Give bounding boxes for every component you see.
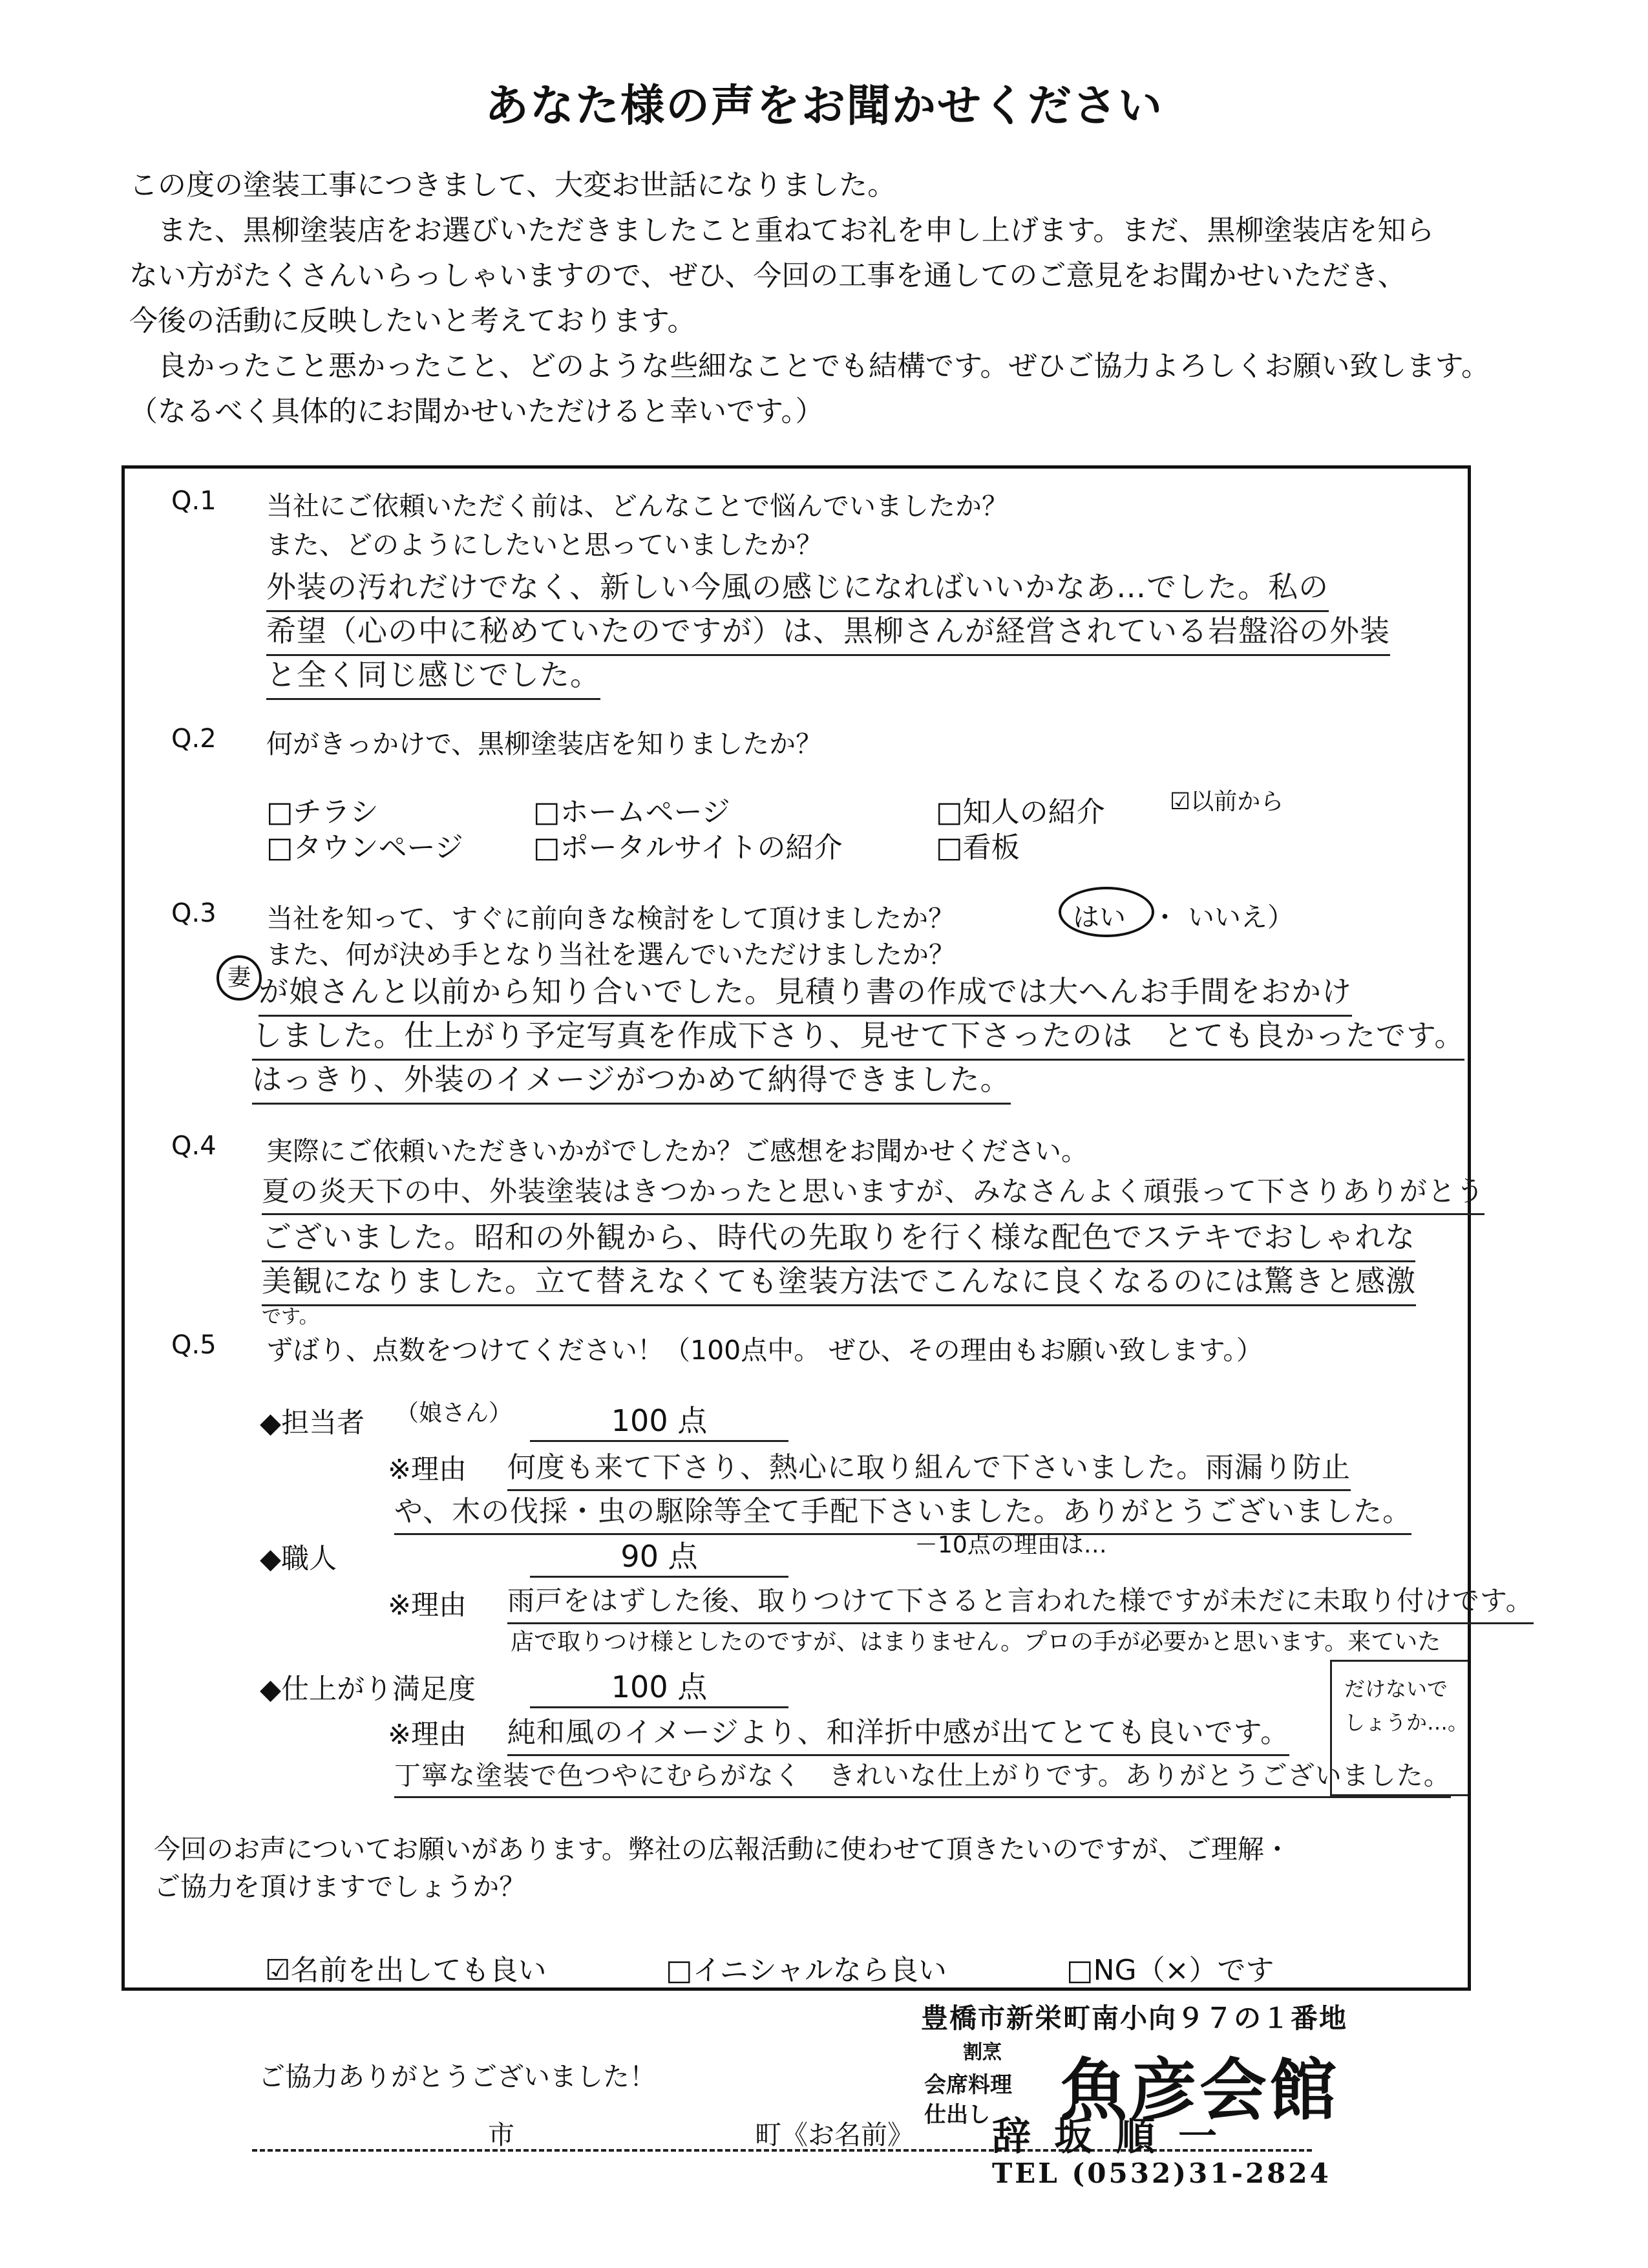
thanks-text: ご協力ありがとうございました！: [259, 2061, 656, 2092]
q2-option-referral[interactable]: □知人の紹介: [936, 796, 1105, 829]
consent-text-2: ご協力を頂けますでしょうか？: [154, 1871, 526, 1902]
reason-craftsman-line: 店で取りつけ様としたのですが、はまりません。プロの手が必要かと思います。来ていた: [511, 1629, 1441, 1655]
consent-text: 今回のお声についてお願いがあります。弊社の広報活動に使わせて頂きたいのですが、ご理解・: [154, 1834, 1291, 1865]
q1-question: 当社にご依頼いただく前は、どんなことで悩んでいましたか？: [266, 491, 1008, 522]
score-label-craftsman: ◆職人: [260, 1543, 337, 1575]
reason-staff-line: や、木の伐採・虫の駆除等全て手配下さいました。ありがとうございました。: [394, 1488, 1411, 1535]
q2-option-homepage[interactable]: □ホームページ: [533, 796, 730, 829]
intro-line: ない方がたくさんいらっしゃいますので、ぜひ、今回の工事を通してのご意見をお聞かせいただき、: [129, 259, 1406, 292]
intro-line: この度の塗装工事につきまして、大変お世話になりました。: [129, 169, 896, 202]
q2-question: 何がきっかけで、黒柳塗装店を知りましたか？: [266, 728, 823, 759]
intro-text: [129, 163, 1538, 434]
stamp-tel: TEL (0532)31-2824: [992, 2157, 1331, 2189]
q4-question: 実際にご依頼いただきいかがでしたか？ご感想をお聞かせください。: [266, 1136, 1088, 1167]
wife-mark: 妻: [217, 955, 262, 1001]
consent-option-initial[interactable]: □イニシャルなら良い: [666, 1954, 947, 1987]
side-note-line: しょうか…。: [1344, 1710, 1469, 1735]
q5-question: ずばり、点数をつけてください！（100点中。 ぜひ、その理由もお願い致します。）: [266, 1335, 1263, 1366]
reason-finish-line: 純和風のイメージより、和洋折中感が出てとても良いです。: [507, 1709, 1289, 1756]
stamp-address: 豊橋市新栄町南小向９７の１番地: [921, 2002, 1348, 2034]
intro-line: （なるべく具体的にお聞かせいただけると幸いです。）: [129, 395, 824, 428]
q1-number: Q.1: [171, 486, 217, 516]
q2-option-flyer[interactable]: □チラシ: [266, 796, 379, 829]
q3-question: 当社を知って、すぐに前向きな検討をして頂けましたか？: [266, 903, 955, 934]
q1-answer-line: と全く同じ感じでした。: [266, 652, 600, 700]
consent-option-name[interactable]: ☑名前を出しても良い: [265, 1954, 547, 1987]
score-note-craftsman: －10点の理由は…: [914, 1532, 1107, 1558]
consent-option-ng[interactable]: □NG（×）です: [1066, 1954, 1274, 1987]
q3-question-2: また、何が決め手となり当社を選んでいただけましたか？: [266, 939, 955, 970]
q3-no[interactable]: いいえ）: [1188, 902, 1294, 933]
intro-line: また、黒柳塗装店をお選びいただきましたこと重ねてお礼を申し上げます。まだ、黒柳塗装店を知ら: [129, 214, 1435, 247]
stamp-shop-name: 魚彦会館: [1060, 2050, 1340, 2130]
score-label-staff: ◆担当者: [260, 1407, 365, 1439]
reason-label: ※理由: [388, 1454, 467, 1486]
page-title: あなた様の声をお聞かせください: [484, 81, 1163, 132]
q3-separator: ・: [1152, 902, 1178, 933]
q4-answer-tail: です。: [262, 1306, 319, 1328]
stamp-sub-3: 仕出し: [924, 2102, 990, 2128]
score-label-finish: ◆仕上がり満足度: [260, 1673, 476, 1706]
q4-number: Q.4: [171, 1131, 217, 1161]
q3-number: Q.3: [171, 898, 217, 928]
q2-number: Q.2: [171, 724, 217, 754]
reason-label: ※理由: [388, 1719, 467, 1751]
score-finish[interactable]: 100 点: [530, 1664, 788, 1708]
stamp-sub-2: 会席料理: [924, 2072, 1012, 2098]
reason-craftsman-line: 雨戸をはずした後、取りつけて下さると言われた様ですが未だに未取り付けです。: [507, 1580, 1534, 1624]
q2-option-portal[interactable]: □ポータルサイトの紹介: [533, 831, 843, 864]
q2-option-signboard[interactable]: □看板: [936, 831, 1020, 864]
city-label: 市: [488, 2119, 514, 2150]
q3-answer-line: が娘さんと以前から知り合いでした。見積り書の作成では大へんお手間をおかけ: [259, 968, 1352, 1017]
q4-answer-line: 美観になりました。立て替えなくても塗装方法でこんなに良くなるのには驚きと感激: [262, 1258, 1416, 1306]
q5-number: Q.5: [171, 1330, 217, 1360]
q4-answer-line: 夏の炎天下の中、外装塗装はきつかったと思いますが、みなさんよく頑張って下さりありがとう: [262, 1170, 1484, 1215]
intro-line: 今後の活動に反映したいと考えております。: [129, 304, 696, 337]
reason-label: ※理由: [388, 1589, 467, 1622]
stamp-sub-1: 割烹: [963, 2041, 1002, 2064]
q3-answer-line: しました。仕上がり予定写真を作成下さり、見せて下さったのは とても良かったです。: [252, 1012, 1464, 1061]
q4-answer-line: ございました。昭和の外観から、時代の先取りを行く様な配色でステキでおしゃれな: [262, 1214, 1415, 1262]
intro-line: 良かったこと悪かったこと、どのような些細なことでも結構です。ぜひご協力よろしくお願い致します。: [129, 350, 1490, 383]
reason-staff-line: 何度も来て下さり、熱心に取り組んで下さいました。雨漏り防止: [507, 1444, 1351, 1491]
q1-answer-line: 希望（心の中に秘めていたのですが）は、黒柳さんが経営されている岩盤浴の外装: [266, 608, 1390, 656]
q3-answer-line: はっきり、外装のイメージがつかめて納得できました。: [252, 1056, 1011, 1105]
reason-finish-line: 丁寧な塗装で色つやにむらがなく きれいな仕上がりです。ありがとうございました。: [394, 1754, 1451, 1798]
score-staff[interactable]: 100 点: [530, 1397, 788, 1442]
q3-yes[interactable]: はい: [1073, 902, 1126, 933]
q1-answer-line: 外装の汚れだけでなく、新しい今風の感じになればいいかなあ…でした。私の: [266, 564, 1329, 612]
q2-option-previous[interactable]: ☑以前から: [1170, 789, 1284, 815]
side-note-line: だけないで: [1344, 1677, 1448, 1701]
score-craftsman[interactable]: 90 点: [530, 1533, 788, 1578]
name-label: 町《お名前》: [755, 2119, 914, 2150]
q1-question-2: また、どのようにしたいと思っていましたか？: [266, 529, 823, 560]
q2-option-townpage[interactable]: □タウンページ: [266, 831, 463, 864]
score-note-staff: （娘さん）: [396, 1400, 512, 1426]
stamp-person-name: 辞坂順一: [992, 2114, 1240, 2159]
